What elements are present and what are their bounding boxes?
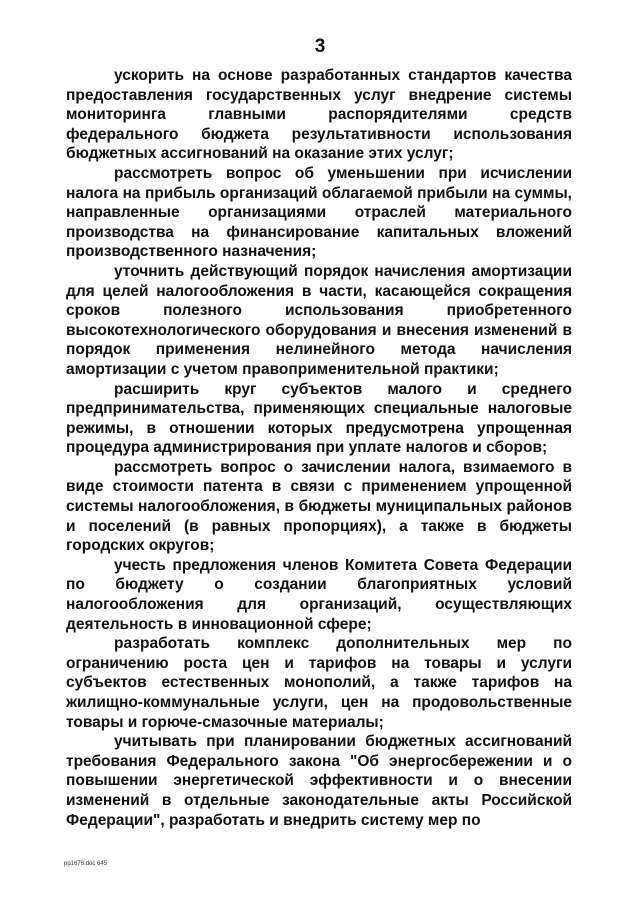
document-body xyxy=(66,66,572,830)
paragraph-4: расширить круг субъектов малого и среднего предпринимательства, применяющих специальные налоговые режимы, в отношении которых предусмотрена упрощенная процедура администрирования при уплате налогов и сборов; xyxy=(66,380,572,457)
paragraph-5: рассмотреть вопрос о зачислении налога, взимаемого в виде стоимости патента в связи с применением упрощенной системы налогообложения, в бюджеты муниципальных районов и поселений (в равных пропорциях), а также в бюджеты городских округов; xyxy=(66,458,572,555)
paragraph-6: учесть предложения членов Комитета Совета Федерации по бюджету о создании благоприятных условий налогообложения для организаций, осуществляющих деятельность в инновационной сфере; xyxy=(66,556,572,633)
paragraph-2: рассмотреть вопрос об уменьшении при исчислении налога на прибыль организаций облагаемой прибыли на суммы, направленные организациями отраслей материального производства на финансирование капитальных вложений производственного назначения; xyxy=(66,164,572,261)
paragraph-3: уточнить действующий порядок начисления амортизации для целей налогообложения в части, касающейся сокращения сроков полезного использования приобретенного высокотехнологического оборудования и внесения изменений в порядок применения нелинейного метода начисления амортизации с учетом правоприменительной практики; xyxy=(66,262,572,378)
paragraph-7: разработать комплекс дополнительных мер по ограничению роста цен и тарифов на товары и услуги субъектов естественных монополий, а также тарифов на жилищно-коммунальные услуги, цен на продовольственные товары и горюче-смазочные материалы; xyxy=(66,635,572,731)
page-number: 3 xyxy=(314,36,326,57)
paragraph-8: учитывать при планировании бюджетных ассигнований требования Федерального закона "Об энергосбережении и о повышении энергетической эффективности и о внесении изменений в отдельные законодательные акты Российской Федерации", разработать и внедрить систему мер по xyxy=(66,733,572,829)
footer-file-code: pp1676.doc 645 xyxy=(64,861,108,867)
paragraph-1: ускорить на основе разработанных стандартов качества предоставления государственных услуг внедрение системы мониторинга главными распорядителями средств федерального бюджета результативности использования бюджетных ассигнований на оказание этих услуг; xyxy=(66,67,572,163)
